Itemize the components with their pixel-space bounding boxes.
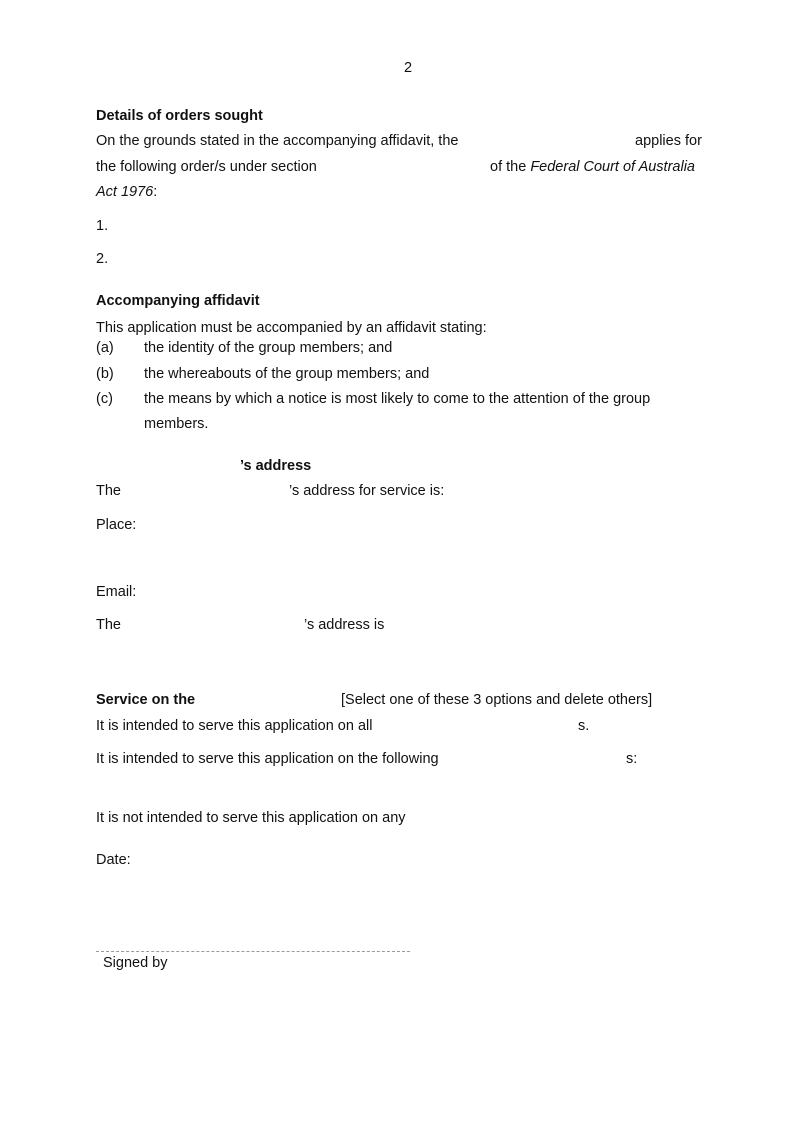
service-option-2-start: It is intended to serve this application on the following	[96, 751, 439, 767]
service-instruction: [Select one of these 3 options and delete others]	[341, 692, 653, 708]
address-line1-start: The	[96, 483, 121, 499]
affidavit-heading: Accompanying affidavit	[96, 293, 260, 309]
address-line1-end: ’s address for service is:	[289, 483, 445, 499]
affidavit-item-b-label: (b)	[96, 366, 114, 382]
address-line2-end: ’s address is	[304, 617, 385, 633]
orders-line2-end	[490, 158, 695, 176]
affidavit-item-c-label: (c)	[96, 391, 113, 407]
order-item-2: 2.	[96, 251, 109, 267]
address-line2-start: The	[96, 617, 121, 633]
orders-heading: Details of orders sought	[96, 108, 263, 124]
affidavit-intro: This application must be accompanied by an affidavit stating:	[96, 320, 487, 336]
page-number: 2	[404, 60, 413, 76]
orders-act-line	[96, 183, 157, 201]
affidavit-item-b-text: the whereabouts of the group members; and	[144, 366, 430, 382]
affidavit-item-c-continued: members.	[144, 416, 209, 432]
signature-line	[96, 951, 410, 952]
orders-line1-start: On the grounds stated in the accompanying affidavit, the	[96, 133, 459, 149]
service-option-1-end: s.	[578, 718, 590, 734]
act-name: Federal Court of Australia	[530, 159, 695, 175]
address-heading: ’s address	[240, 458, 312, 474]
act-suffix: :	[153, 184, 158, 200]
service-option-1-start: It is intended to serve this application on all	[96, 718, 373, 734]
orders-of-the: of the	[490, 159, 531, 175]
service-option-2-end: s:	[626, 751, 638, 767]
affidavit-item-c-text: the means by which a notice is most likely to come to the attention of the group	[144, 391, 651, 407]
affidavit-item-a-label: (a)	[96, 340, 114, 356]
signed-by-label: Signed by	[103, 955, 168, 971]
service-heading: Service on the	[96, 692, 196, 708]
order-item-1: 1.	[96, 218, 109, 234]
affidavit-item-a-text: the identity of the group members; and	[144, 340, 393, 356]
email-label: Email:	[96, 584, 137, 600]
orders-line1-end: applies for	[635, 133, 702, 149]
date-label: Date:	[96, 852, 131, 868]
service-option-3: It is not intended to serve this application on any	[96, 810, 406, 826]
place-label: Place:	[96, 517, 137, 533]
act-year: Act 1976	[96, 184, 154, 200]
orders-line2-start: the following order/s under section	[96, 159, 317, 175]
